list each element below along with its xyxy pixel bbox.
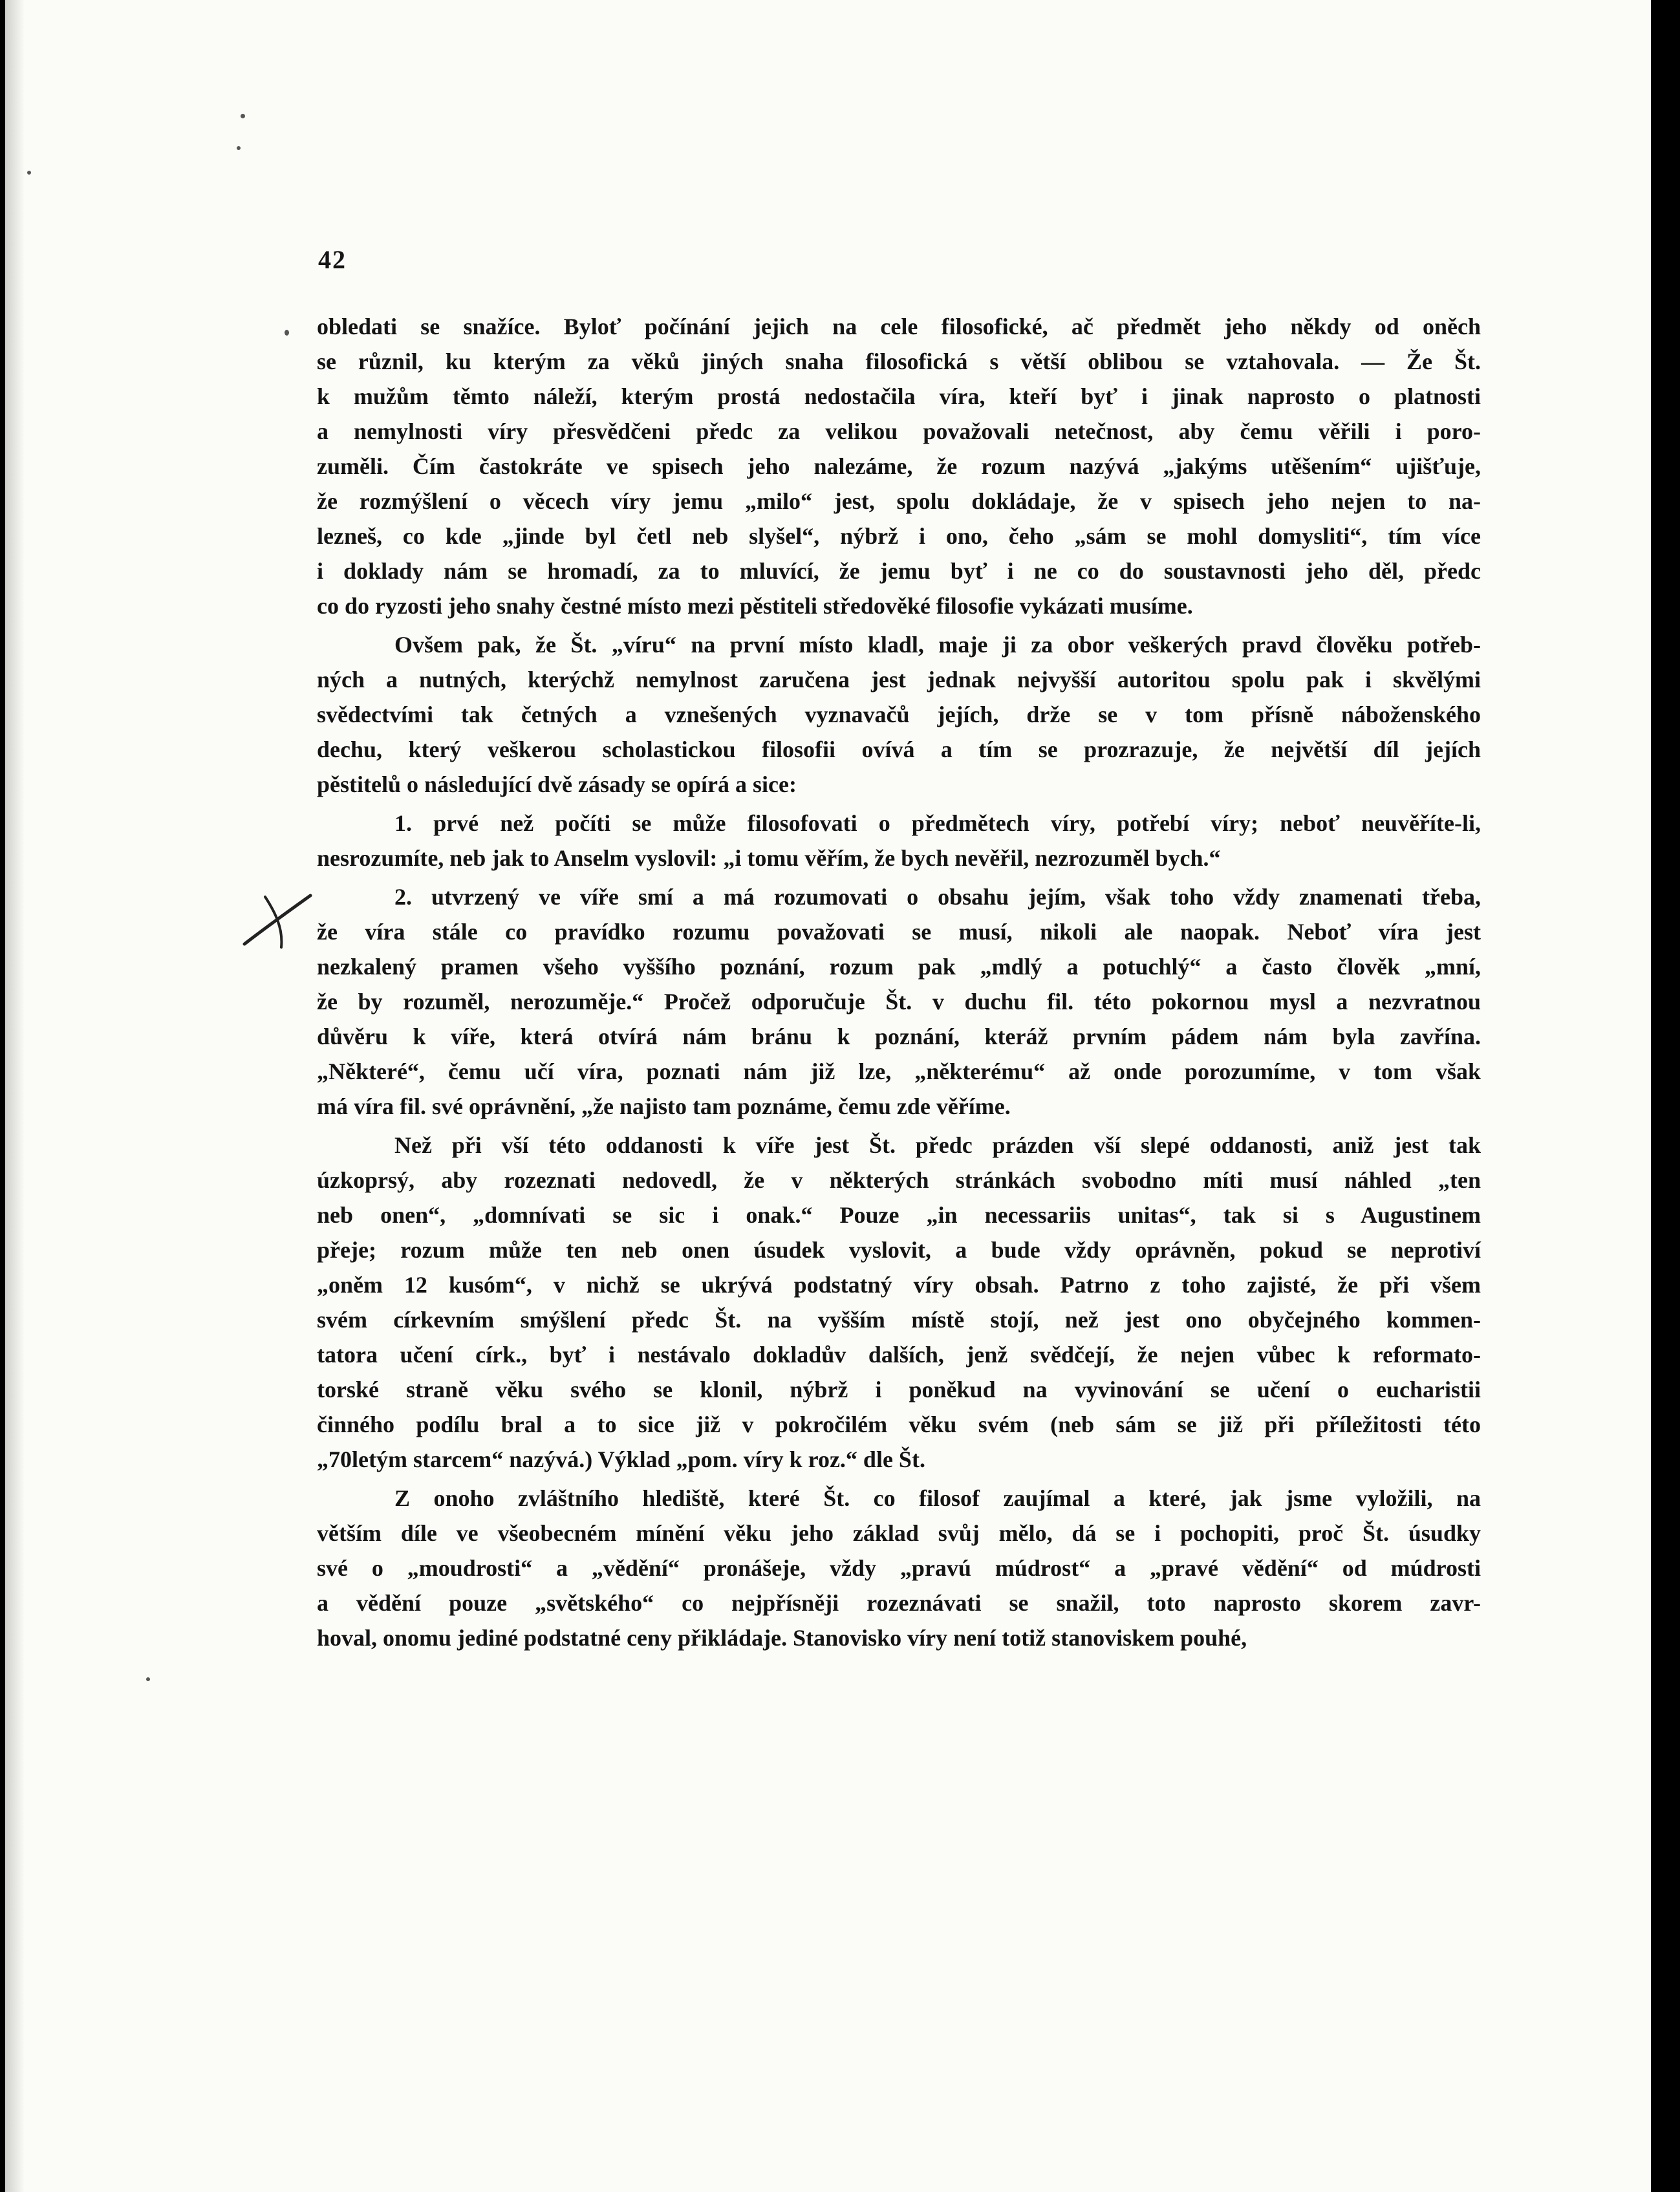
text-line: Než při vší této oddanosti k víře jest Št. předc prázden vší slepé oddanosti, aniž jest tak [394,1132,1481,1158]
paper-speck [27,171,31,175]
scan-border [1651,0,1680,2192]
text-line: hoval, onomu jediné podstatné ceny přikládaje. Stanovisko víry není totiž stanoviskem pouhé, [317,1625,1247,1651]
text-line: Z onoho zvláštního hlediště, které Št. co filosof zaujímal a které, jak jsme vyložili, na [394,1485,1481,1511]
page-number: 42 [318,245,347,274]
paragraph [317,879,1481,1124]
text-line: tatora učení círk., byť i nestávalo dokladův dalších, jenž svědčejí, že nejen vůbec k reformato- [317,1342,1481,1368]
text-line: a nemylnosti víry přesvědčeni předc za velikou považovali netečnost, aby čemu věřili i poro- [317,418,1481,444]
text-line: „70letým starcem“ nazývá.) Výklad „pom. víry k roz.“ dle Št. [317,1446,925,1472]
text-line: přeje; rozum může ten neb onen úsudek vyslovit, a bude vždy oprávněn, pokud se neprotiví [317,1237,1481,1263]
text-line: „oněm 12 kusóm“, v nichž se ukrývá podstatný víry obsah. Patrno z toho zajisté, že při všem [317,1272,1481,1298]
text-line: má víra fil. své oprávnění, „že najisto tam poznáme, čemu zde věříme. [317,1093,1011,1119]
text-line: lezneš, co kde „jinde byl četl neb slyšel“, nýbrž i ono, čeho „sám se mohl domysliti“, tím více [317,523,1481,549]
paragraph [317,309,1481,623]
text-line: ných a nutných, kterýchž nemylnost zaručena jest jednak nejvyšší autoritou spolu pak i skvělými [317,667,1481,693]
text-line: činného podílu bral a to sice již v pokročilém věku svém (neb sám se již při příležitosti této [317,1412,1481,1437]
text-line: svém církevním smýšlení předc Št. na vyšším místě stojí, než jest ono obyčejného kommen- [317,1307,1481,1333]
text-line: neb onen“, „domnívati se sic i onak.“ Pouze „in necessariis unitas“, tak si s Augustinem [317,1202,1481,1228]
paper-speck [237,146,241,150]
text-line: důvěru k víře, která otvírá nám bránu k poznání, kteráž prvním pádem nám byla zavřína. [317,1024,1481,1049]
text-line: torské straně věku svého se klonil, nýbrž i poněkud na vyvinování se učení o eucharistii [317,1377,1481,1402]
paragraph [317,1128,1481,1477]
text-line: a vědění pouze „světského“ co nejpřísněji rozeznávati se snažil, toto naprosto skorem zavr- [317,1590,1481,1616]
paper-speck [241,114,245,118]
text-line: že rozmýšlení o věcech víry jemu „milo“ jest, spolu dokládaje, že v spisech jeho nejen to na- [317,488,1481,514]
text-line: 2. utvrzený ve víře smí a má rozumovati o obsahu jejím, však toho vždy znamenati třeba, [394,884,1481,910]
scan-shadow [5,0,25,2192]
text-line: nesrozumíte, neb jak to Anselm vyslovil: „i tomu věřím, že bych nevěřil, nezrozuměl bych.“ [317,845,1221,871]
paragraph [317,1481,1481,1655]
text-line: 1. prvé než počíti se může filosofovati o předmětech víry, potřebí víry; neboť neuvěříte-li, [394,810,1481,836]
text-line: větším díle ve všeobecném mínění věku jeho základ svůj mělo, dá se i pochopiti, proč Št. úsudky [317,1520,1481,1546]
text-line: obledati se snažíce. Byloť počínání jejich na cele filosofické, ač předmět jeho někdy od oněch [317,314,1481,339]
text-line: dechu, který veškerou scholastickou filosofii ovívá a tím se prozrazuje, že největší díl jejích [317,736,1481,762]
paper-speck [285,330,289,336]
page-body-text [317,309,1481,1655]
text-line: pěstitelů o následující dvě zásady se opírá a sice: [317,771,797,797]
handwritten-cross-mark [239,883,317,954]
text-line: „Některé“, čemu učí víra, poznati nám již lze, „některému“ až onde porozumíme, v tom však [317,1058,1481,1084]
text-line: své o „moudrosti“ a „vědění“ pronášeje, vždy „pravú múdrost“ a „pravé vědění“ od múdrosti [317,1555,1481,1581]
text-line: že víra stále co pravídko rozumu považovati se musí, nikoli ale naopak. Neboť víra jest [317,919,1481,945]
text-line: se různil, ku kterým za věků jiných snaha filosofická s větší oblibou se vztahovala. — Že Št. [317,349,1481,374]
text-line: Ovšem pak, že Št. „víru“ na první místo kladl, maje ji za obor veškerých pravd člověku potřeb- [394,632,1481,658]
text-line: že by rozuměl, nerozuměje.“ Pročež odporučuje Št. v duchu fil. této pokornou mysl a nezvratnou [317,989,1481,1015]
text-line: i doklady nám se hromadí, za to mluvící, že jemu byť i ne co do soustavnosti jeho děl, předc [317,558,1481,584]
text-line: co do ryzosti jeho snahy čestné místo mezi pěstiteli středověké filosofie vykázati musíme. [317,593,1193,619]
text-line: nezkalený pramen všeho vyššího poznání, rozum pak „mdlý a potuchlý“ a často člověk „mní, [317,954,1481,980]
text-line: svědectvími tak četných a vznešených vyznavačů jejích, drže se v tom přísně náboženského [317,702,1481,727]
paper-speck [146,1677,150,1681]
text-line: k mužům těmto náleží, kterým prostá nedostačila víra, kteří byť i jinak naprosto o platnosti [317,383,1481,409]
paragraph [317,806,1481,876]
text-line: zuměli. Čím častokráte ve spisech jeho nalezáme, že rozum nazývá „jakýms utěšením“ ujišťuje, [317,453,1481,479]
paragraph [317,627,1481,802]
text-line: úzkoprsý, aby rozeznati nedovedl, že v některých stránkách svobodno míti musí náhled „ten [317,1167,1481,1193]
